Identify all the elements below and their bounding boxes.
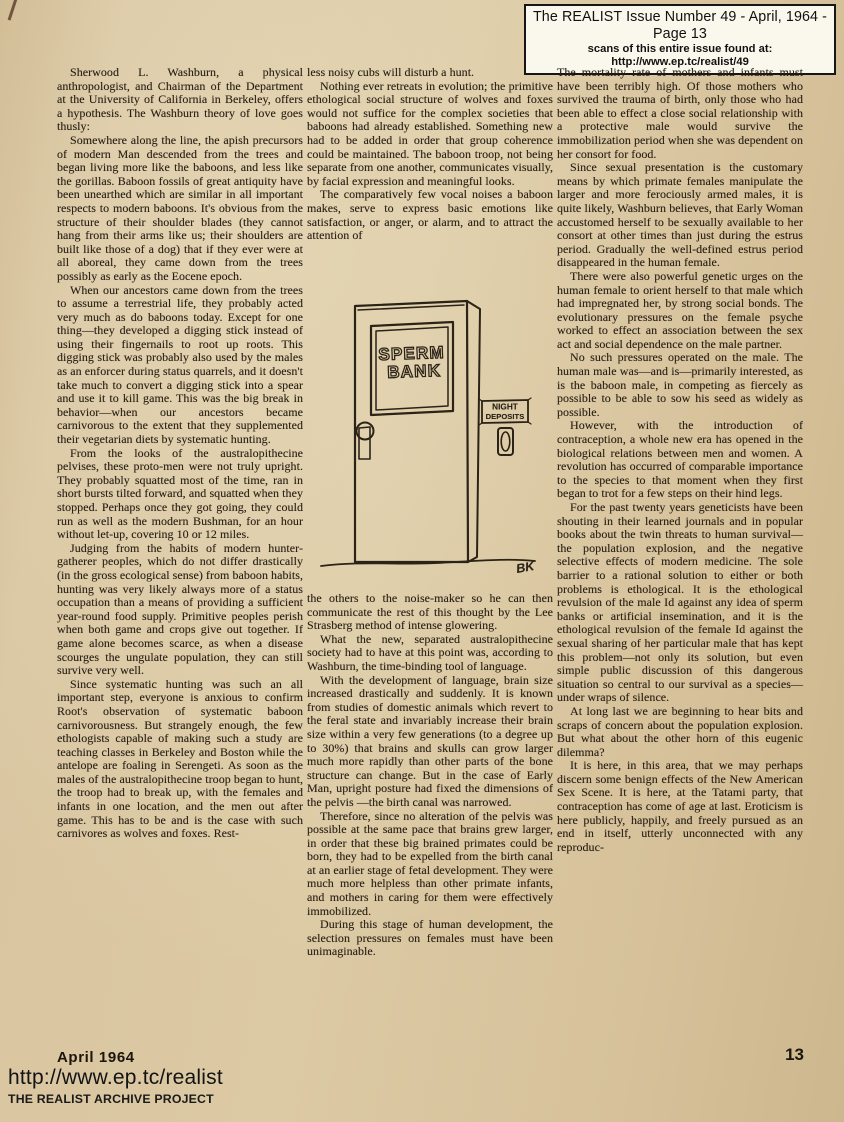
- paragraph: No such pressures operated on the male. The human male was—and is—primarily interested, as is the baboon male, in competing as fiercely as possible to be able to sow his seed as widely as possible.: [557, 350, 803, 419]
- paragraph: Sherwood L. Washburn, a physical anthropologist, and Chairman of the Department at the University of California in Berkeley, offers a hypothesis. The Washburn theory of love goes thusly:: [57, 65, 303, 134]
- deposit-slot: [498, 428, 513, 455]
- footer-issue-date: April 1964: [57, 1049, 135, 1066]
- paragraph: the others to the noise-maker so he can then communicate the rest of this thought by the Lee Strasberg method of intense glowering.: [307, 591, 553, 633]
- paragraph: Nothing ever retreats in evolution; the primitive ethological social structure of wolves and foxes would not suffice for the complex societies that baboons had already established. Something new had to be added in order that group coherence could be maintained. The baboon troop, not being separate from one another, communicates visually, by facial expression and meaningful looks.: [307, 78, 553, 188]
- paragraph: However, with the introduction of contraception, a whole new era has opened in the biological relations between men and women. A revolution has occurred of comparable importance to the species to that moment when they first began to trot for a few steps on their hind legs.: [557, 418, 803, 501]
- paragraph: The mortality rate of mothers and infants must have been terribly high. Of those mothers who survived the trauma of birth, only those who had been able to effect a close social relationship with a protective male would survive the immobilization period when she was dependent on her consort for food.: [557, 65, 803, 161]
- column-2-upper-text: [307, 66, 553, 243]
- door-window-sign: [378, 343, 446, 382]
- paragraph: Since sexual presentation is the customary means by which primate females manipulate the larger and more ferociously armed males, it is quite likely, Washburn believes, that Early Woman accustomed herself to be sexually available to her consort at other times than just during the estrus period. Gradually the well-defined estrus period disappeared in the human female.: [557, 160, 803, 270]
- paragraph: From the looks of the australopithecine pelvises, these proto-men were not truly upright. They probably squatted most of the time, ran in short bursts tilted forward, and squatted when they stopped. Perhaps once they got going, they could run as well as the modern Bushman, for an hour without let-up, covering 10 or 12 miles.: [57, 445, 303, 542]
- door-jamb-edge: [467, 301, 480, 562]
- paragraph: There were also powerful genetic urges on the human female to orient herself to that male which had impregnated her, by strong social bonds. The evolutionary pressures on the female psyche worked to effect an association between the sex act and social dependence on the male partner.: [557, 268, 803, 351]
- article-column-1: [57, 66, 303, 841]
- night-deposits-line-2: DEPOSITS: [485, 412, 525, 421]
- sperm-bank-door-cartoon: [319, 295, 551, 587]
- night-deposits-line-1: NIGHT: [492, 402, 518, 412]
- paragraph: Since systematic hunting was such an all important step, everyone is anxious to confirm Root's observation of systematic baboon carnivorousness. But strangely enough, the few ethologists capable of making such a study are teaching classes in Berkeley and Boston while the antelope are foaling in Serengeti. As soon as the males of the australopithecine troop began to hunt, the troop had to break up, with the females and infants in one location, and the men out after game. This has to be and is the case with such carnivores as wolves and foxes. Rest-: [57, 676, 303, 841]
- paragraph: During this stage of human development, the selection pressures on females must have been unimaginable.: [307, 917, 553, 959]
- paragraph: Therefore, since no alteration of the pelvis was possible at the same pace that brains grew larger, in order that these big brained primates could be born, they had to be expelled from the birth canal at an earlier stage of fetal development. They were much more helpless than other primate infants, and mothers in caring for them were effectively immobilized.: [307, 808, 553, 918]
- paragraph: At long last we are beginning to hear bits and scraps of concern about the population explosion. But what about the other horn of this eugenic dilemma?: [557, 703, 803, 759]
- paragraph: Judging from the habits of modern hunter-gatherer peoples, which do not differ drastically (in the gross ecological sense) from baboon habits, hunting was very likely always more of a status occupation than a means of providing a sufficient year-round food supply. Primitive peoples perish when both game and crops give out together. If game alone becomes scarce, as when a disease scourges the ungulate population, they can still survive very well.: [57, 540, 303, 678]
- issue-title: The REALIST Issue Number 49 - April, 1964 - Page 13: [532, 9, 828, 42]
- deposit-slot-opening: [501, 432, 510, 451]
- page-number: 13: [785, 1045, 804, 1064]
- paragraph: For the past twenty years geneticists have been shouting in their learned journals and in popular books about the twin threats to human survival—the population explosion, and the negative selective effects of modern medicine. The sole barrier to a rational solution to either or both problems is ethological. It is the ethological revulsion of the male Id against any idea of sperm banks or artificial insemination, and it is the ethological revulsion of the female Id against the sexual sharing of her particular male that has kept this problem—not only its solution, but even simple public discussion of this dangerous situation so central to our survival as a species—under wraps of silence.: [557, 500, 803, 705]
- archive-url: http://www.ep.tc/realist: [8, 1066, 223, 1089]
- door-sign-line-2: BANK: [386, 360, 442, 382]
- paragraph: The comparatively few vocal noises a baboon makes, serve to express basic emotions like satisfaction, or anger, or alarm, and to attract the attention of: [307, 187, 553, 243]
- paragraph: With the development of language, brain size increased drastically and suddenly. It is known from studies of domestic animals which revert to the feral state and invariably increase their brain size within a very few generations (to a degree up to 30%) that brains and skulls can grow larger much more rapidly than other parts of the bone structure can change. But in the case of Early Man, upright posture had fixed the dimensions of the pelvis —the birth canal was narrowed.: [307, 672, 553, 809]
- paragraph: What the new, separated australopithecine society had to have at this point was, according to Washburn, the time-binding tool of language.: [307, 631, 553, 673]
- night-deposits-sign: [479, 398, 531, 425]
- archive-project-label: THE REALIST ARCHIVE PROJECT: [8, 1092, 214, 1106]
- article-column-2: [307, 66, 553, 1066]
- paragraph: It is here, in this area, that we may perhaps discern some benign effects of the New American Sex Scene. It is here, at the Tatami party, that contraception has come of age at last. Eroticism is here publicly, happily, and freely pursued as an end in itself, utterly unconnected with any reproduc-: [557, 758, 803, 854]
- article-column-3: [557, 66, 803, 854]
- column-2-lower-text: [307, 592, 553, 959]
- doorknob-plate: [359, 427, 370, 459]
- scan-source-note: scans of this entire issue found at: http://www.ep.tc/realist/49: [587, 43, 773, 68]
- paragraph: less noisy cubs will disturb a hunt.: [307, 65, 475, 79]
- floor-line: [321, 560, 535, 566]
- paragraph: Somewhere along the line, the apish precursors of modern Man descended from the trees and began living more like the baboons, and less like the gorillas. Baboon fossils of great antiquity have been unearthed which are similar in all important respects to modern baboons. It's obvious from the structure of their shoulder blades (they cannot hang from their arms like us; their shoulders are built like those of a dog) that if they ever were at all aboreal, they came down from the trees possibly as early as the Eocene epoch.: [57, 132, 303, 283]
- scan-artifact: [0, 0, 19, 21]
- paragraph: When our ancestors came down from the trees to assume a terrestrial life, they probably acted very much as do baboons today. Except for one thing—they developed a digging stick instead of using their fingernails to root up roots. This digging stick was probably also used by the males as an enforcer during status quarrels, and it doesn't take much to convert a digging stick into a spear and use it to kill game. This was the big break in behavior—when our ancestors became carnivorous to the extent that they supplemented their vegetarian diets by systematic hunting.: [57, 282, 303, 447]
- door-sign-line-1: SPERM: [378, 342, 446, 365]
- artist-signature: BK: [515, 559, 536, 576]
